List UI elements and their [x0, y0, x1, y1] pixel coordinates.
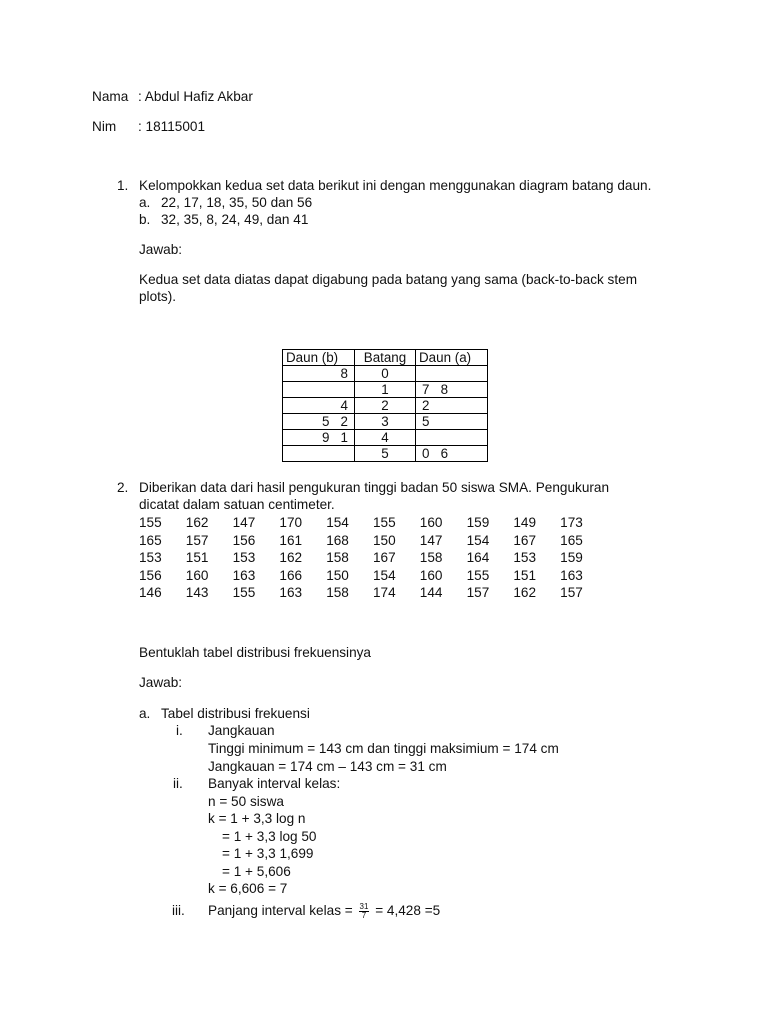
data-cell: 166 [279, 567, 303, 583]
data-cell: 160 [419, 515, 443, 530]
data-cell: 155 [232, 585, 256, 600]
header-daun-a: Daun (a) [416, 350, 488, 366]
fraction [359, 903, 370, 920]
q2-iii-suffix: = 4,428 =5 [375, 903, 441, 918]
data-cell: 155 [466, 567, 490, 583]
data-cell: 155 [139, 515, 162, 530]
q2-ii-label: ii. [173, 776, 183, 791]
leaf-b-cell: 5 2 [283, 414, 355, 430]
q2-iii-label: iii. [172, 903, 185, 918]
data-cell: 174 [372, 585, 396, 600]
table-row [283, 430, 488, 446]
q1-b-text: 32, 35, 8, 24, 49, dan 41 [161, 212, 309, 227]
data-cell: 160 [419, 567, 443, 583]
fraction-numerator: 31 [359, 901, 369, 911]
nama-label: Nama [92, 89, 129, 104]
table-row [283, 446, 488, 462]
data-cell: 162 [185, 515, 209, 530]
q2-ii-title: Banyak interval kelas: [208, 776, 341, 791]
stem-table-header-row [283, 350, 488, 366]
data-cell: 154 [466, 532, 490, 548]
q2-i-title: Jangkauan [208, 723, 275, 738]
q1-answer-line1: Kedua set data diatas dapat digabung pada batang yang sama (back-to-back stem [139, 272, 638, 287]
data-cell: 151 [185, 550, 209, 565]
data-cell: 165 [560, 532, 583, 548]
q1-answer-line2: plots). [139, 289, 177, 304]
data-cell: 167 [513, 532, 537, 548]
stem-cell: 1 [355, 382, 416, 398]
data-cell: 173 [560, 515, 583, 530]
header-batang: Batang [355, 350, 416, 366]
data-cell: 144 [419, 585, 443, 600]
data-cell: 159 [560, 550, 583, 565]
q2-a-title: Tabel distribusi frekuensi [161, 706, 310, 721]
data-cell: 146 [139, 585, 162, 600]
data-cell: 163 [560, 567, 583, 583]
q1-jawab: Jawab: [139, 242, 183, 257]
data-cell: 157 [466, 585, 490, 600]
data-cell: 158 [326, 585, 349, 600]
data-cell: 153 [232, 550, 256, 565]
stem-cell: 2 [355, 398, 416, 414]
stem-cell: 4 [355, 430, 416, 446]
data-cell: 156 [139, 567, 162, 583]
data-cell: 164 [466, 550, 490, 565]
data-cell: 151 [513, 567, 537, 583]
stem-leaf-table [282, 349, 488, 462]
data-cell: 157 [560, 585, 583, 600]
leaf-a-cell: 0 6 [416, 446, 488, 462]
leaf-b-cell: 4 [283, 398, 355, 414]
q2-i-line1: Tinggi minimum = 143 cm dan tinggi maksimium = 174 cm [208, 741, 559, 756]
table-row [283, 414, 488, 430]
header-daun-b: Daun (b) [283, 350, 355, 366]
q2-i-label: i. [176, 723, 183, 738]
q2-text-line1: Diberikan data dari hasil pengukuran tinggi badan 50 siswa SMA. Pengukuran [139, 480, 610, 495]
q2-iii-line [208, 902, 440, 920]
leaf-b-cell [283, 446, 355, 462]
q2-text-line2: dicatat dalam satuan centimeter. [139, 497, 335, 512]
data-cell: 154 [326, 515, 349, 530]
data-cell: 150 [326, 567, 349, 583]
data-cell: 153 [139, 550, 162, 565]
q2-ii-line6: k = 6,606 = 7 [208, 881, 288, 896]
q2-ii-line5: = 1 + 5,606 [222, 864, 291, 879]
data-cell: 161 [279, 532, 303, 548]
table-row [283, 398, 488, 414]
data-cell: 154 [372, 567, 396, 583]
leaf-b-cell: 8 [283, 366, 355, 382]
q2-instruction: Bentuklah tabel distribusi frekuensinya [139, 645, 371, 660]
table-row [139, 584, 607, 602]
q2-iii-prefix: Panjang interval kelas = [208, 903, 353, 918]
table-row [139, 549, 607, 567]
leaf-a-cell [416, 430, 488, 446]
data-cell: 160 [185, 567, 209, 583]
q1-b-label: b. [139, 212, 151, 227]
table-row [283, 366, 488, 382]
nim-value: : 18115001 [138, 119, 206, 134]
leaf-a-cell: 2 [416, 398, 488, 414]
q1-text: Kelompokkan kedua set data berikut ini dengan menggunakan diagram batang daun. [139, 178, 652, 193]
data-cell: 156 [232, 532, 256, 548]
data-cell: 159 [466, 515, 490, 530]
stem-cell: 0 [355, 366, 416, 382]
data-cell: 158 [419, 550, 443, 565]
table-row [139, 514, 607, 532]
data-cell: 167 [372, 550, 396, 565]
q2-ii-line3: = 1 + 3,3 log 50 [222, 829, 317, 844]
data-cell: 170 [279, 515, 303, 530]
leaf-a-cell: 5 [416, 414, 488, 430]
leaf-a-cell: 7 8 [416, 382, 488, 398]
q2-i-line2: Jangkauan = 174 cm – 143 cm = 31 cm [208, 759, 447, 774]
data-cell: 143 [185, 585, 209, 600]
stem-cell: 5 [355, 446, 416, 462]
data-cell: 165 [139, 532, 162, 548]
data-cell: 147 [419, 532, 443, 548]
data-cell: 168 [326, 532, 349, 548]
q1-number: 1. [117, 178, 129, 193]
q1-a-label: a. [139, 195, 151, 210]
stem-cell: 3 [355, 414, 416, 430]
data-cell: 162 [279, 550, 303, 565]
data-cell: 163 [232, 567, 256, 583]
data-cell: 163 [279, 585, 303, 600]
fraction-denominator: 7 [361, 910, 367, 920]
data-cell: 157 [185, 532, 209, 548]
nama-value: : Abdul Hafiz Akbar [138, 89, 253, 104]
q2-number: 2. [117, 480, 129, 495]
nim-label: Nim [92, 119, 117, 134]
q2-ii-line1: n = 50 siswa [208, 794, 284, 809]
leaf-a-cell [416, 366, 488, 382]
q2-ii-line2: k = 1 + 3,3 log n [208, 811, 306, 826]
leaf-b-cell: 9 1 [283, 430, 355, 446]
table-row [139, 532, 607, 550]
data-cell: 149 [513, 515, 537, 530]
table-row [139, 567, 607, 585]
data-cell: 153 [513, 550, 537, 565]
data-cell: 147 [232, 515, 256, 530]
q2-a-label: a. [139, 706, 151, 721]
height-data-grid [139, 514, 607, 602]
leaf-b-cell [283, 382, 355, 398]
data-cell: 150 [372, 532, 396, 548]
q2-jawab: Jawab: [139, 675, 183, 690]
table-row [283, 382, 488, 398]
data-cell: 155 [372, 515, 396, 530]
q1-a-text: 22, 17, 18, 35, 50 dan 56 [161, 195, 313, 210]
data-cell: 158 [326, 550, 349, 565]
data-cell: 162 [513, 585, 537, 600]
q2-ii-line4: = 1 + 3,3 1,699 [222, 846, 314, 861]
